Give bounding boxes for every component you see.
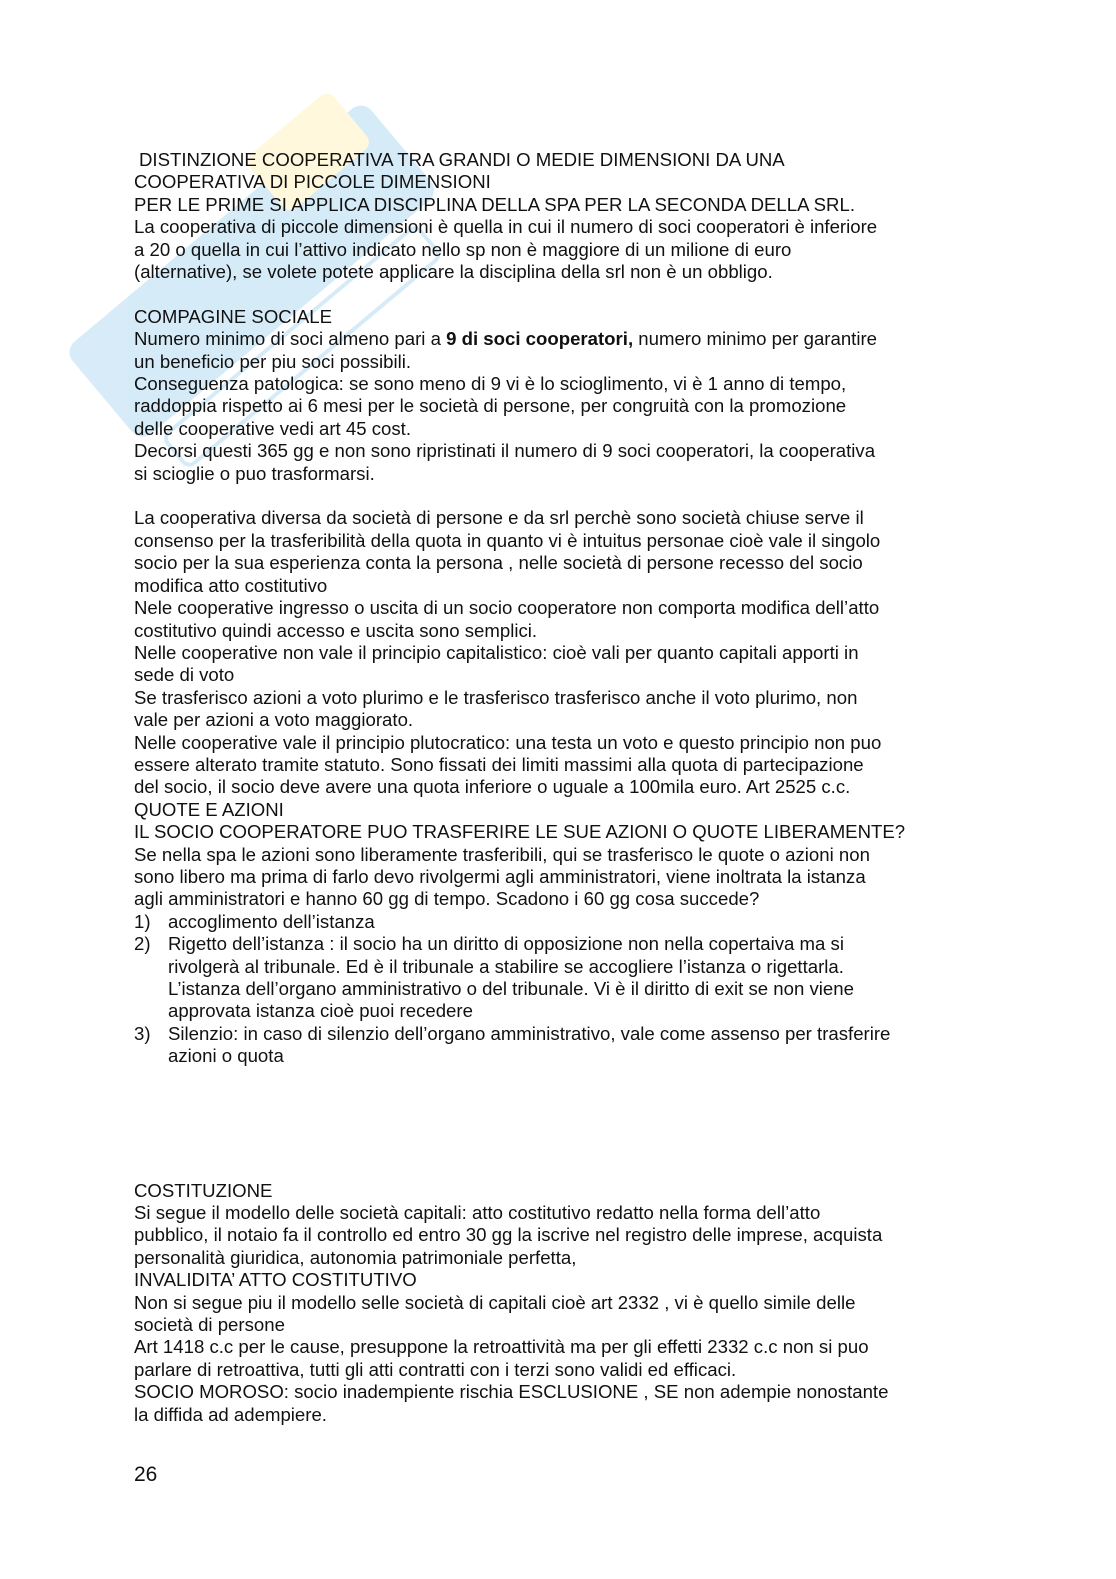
- costituzione-heading: COSTITUZIONE: [134, 1179, 273, 1201]
- diversa-line-9: Se trasferisco azioni a voto plurimo e le trasferisco trasferisco anche il voto plurimo, non: [134, 686, 858, 708]
- list-item-number: 1): [134, 910, 151, 932]
- diversa-line-4: modifica atto costitutivo: [134, 574, 328, 596]
- intro-title-line-1: DISTINZIONE COOPERATIVA TRA GRANDI O MEDIE DIMENSIONI DA UNA: [139, 149, 785, 170]
- compagine-line-7: si scioglie o puo trasformarsi.: [134, 462, 375, 484]
- costituzione-line-1: Si segue il modello delle società capitali: atto costitutivo redatto nella forma dell’atto: [134, 1202, 821, 1224]
- diversa-line-11: Nelle cooperative vale il principio plutocratico: una testa un voto e questo principio non puo: [134, 731, 882, 753]
- compagine-bold-text: 9 di soci cooperatori,: [446, 328, 634, 350]
- list-item-text: Silenzio: in caso di silenzio dell’organo amministrativo, vale come assenso per trasferire: [168, 1022, 891, 1044]
- list-item-text: azioni o quota: [168, 1045, 284, 1067]
- list-item-text: L’istanza dell’organo amministrativo o del tribunale. Vi è il diritto di exit se non viene: [168, 978, 854, 999]
- quote-list: [134, 911, 984, 1068]
- list-item-text: accoglimento dell’istanza: [168, 910, 375, 932]
- intro-line-6: (alternative), se volete potete applicare la disciplina della srl non è un obbligo.: [134, 261, 773, 283]
- intro-line-4: La cooperativa di piccole dimensioni è quella in cui il numero di soci cooperatori è inferiore: [134, 216, 878, 238]
- costituzione-line-2: pubblico, il notaio fa il controllo ed entro 30 gg la iscrive nel registro delle imprese, acquista: [134, 1224, 883, 1246]
- compagine-line-6: Decorsi questi 365 gg e non sono ripristinati il numero di 9 soci cooperatori, la cooperativa: [134, 440, 876, 462]
- costituzione-line-4: Non si segue piu il modello selle società di capitali cioè art 2332 , vi è quello simile delle: [134, 1291, 856, 1313]
- quote-heading: QUOTE E AZIONI: [134, 798, 284, 820]
- intro-title-line-2: COOPERATIVA DI PICCOLE DIMENSIONI: [134, 171, 491, 193]
- page-number: 26: [134, 1463, 158, 1486]
- quote-line-3: agli amministratori e hanno 60 gg di tempo. Scadono i 60 gg cosa succede?: [134, 888, 760, 910]
- quote-line-1: Se nella spa le azioni sono liberamente trasferibili, qui se trasferisco le quote o azioni non: [134, 843, 870, 865]
- intro-line-3: PER LE PRIME SI APPLICA DISCIPLINA DELLA SPA PER LA SECONDA DELLA SRL.: [134, 193, 855, 215]
- compagine-line-4: raddoppia rispetto ai 6 mesi per le società di persone, per congruità con la promozione: [134, 395, 847, 417]
- list-item-text: Rigetto dell’istanza : il socio ha un diritto di opposizione non nella copertaiva ma si: [168, 933, 844, 955]
- compagine-line-2: un beneficio per piu soci possibili.: [134, 350, 411, 372]
- invalidita-heading: INVALIDITA’ ATTO COSTITUTIVO: [134, 1269, 417, 1291]
- diversa-line-5: Nele cooperative ingresso o uscita di un socio cooperatore non comporta modifica dell’atto: [134, 597, 880, 619]
- diversa-line-10: vale per azioni a voto maggiorato.: [134, 709, 414, 731]
- list-item-text: approvata istanza cioè puoi recedere: [168, 1000, 473, 1022]
- list-item: [134, 911, 984, 933]
- diversa-line-8: sede di voto: [134, 664, 235, 686]
- quote-line-2: sono libero ma prima di farlo devo rivolgermi agli amministratori, viene inoltrata la istanza: [134, 865, 866, 887]
- costituzione-line-6: Art 1418 c.c per le cause, presuppone la retroattività ma per gli effetti 2332 c.c non si puo: [134, 1336, 869, 1358]
- costituzione-line-9: la diffida ad adempiere.: [134, 1403, 327, 1425]
- list-item-text: rivolgerà al tribunale. Ed è il tribunale a stabilire se accogliere l’istanza o rigettarla.: [168, 955, 844, 977]
- list-item: [134, 1023, 984, 1068]
- compagine-line-1: Numero minimo di soci almeno pari a 9 di soci cooperatori, numero minimo per garantire: [134, 328, 878, 350]
- list-item: [134, 933, 984, 1023]
- costituzione-line-7: parlare di retroattiva, tutti gli atti contratti con i terzi sono validi ed efficaci.: [134, 1358, 737, 1380]
- list-item-number: 3): [134, 1022, 151, 1044]
- diversa-line-12: essere alterato tramite statuto. Sono fissati dei limiti massimi alla quota di partecipazione: [134, 753, 864, 775]
- diversa-line-13: del socio, il socio deve avere una quota inferiore o uguale a 100mila euro. Art 2525 c.c.: [134, 776, 851, 798]
- costituzione-line-5: società di persone: [134, 1314, 285, 1336]
- costituzione-line-8: SOCIO MOROSO: socio inadempiente rischia ESCLUSIONE , SE non adempie nonostante: [134, 1381, 889, 1403]
- diversa-line-6: costitutivo quindi accesso e uscita sono semplici.: [134, 619, 538, 641]
- diversa-line-2: consenso per la trasferibilità della quota in quanto vi è intuitus personae cioè vale il singolo: [134, 529, 881, 551]
- list-item-number: 2): [134, 933, 151, 955]
- diversa-line-7: Nelle cooperative non vale il principio capitalistico: cioè vali per quanto capitali apporti in: [134, 641, 859, 663]
- diversa-line-3: socio per la sua esperienza conta la persona , nelle società di persone recesso del socio: [134, 552, 863, 574]
- diversa-line-1: La cooperativa diversa da società di persone e da srl perchè sono società chiuse serve il: [134, 507, 864, 529]
- compagine-line-5: delle cooperative vedi art 45 cost.: [134, 417, 411, 439]
- compagine-heading: COMPAGINE SOCIALE: [134, 305, 333, 327]
- quote-question: IL SOCIO COOPERATORE PUO TRASFERIRE LE SUE AZIONI O QUOTE LIBERAMENTE?: [134, 821, 906, 843]
- intro-line-5: a 20 o quella in cui l’attivo indicato nello sp non è maggiore di un milione di euro: [134, 238, 792, 260]
- compagine-line-3: Conseguenza patologica: se sono meno di 9 vi è lo scioglimento, vi è 1 anno di tempo,: [134, 373, 847, 395]
- document-body: [134, 149, 984, 1426]
- costituzione-line-3: personalità giuridica, autonomia patrimoniale perfetta,: [134, 1246, 577, 1268]
